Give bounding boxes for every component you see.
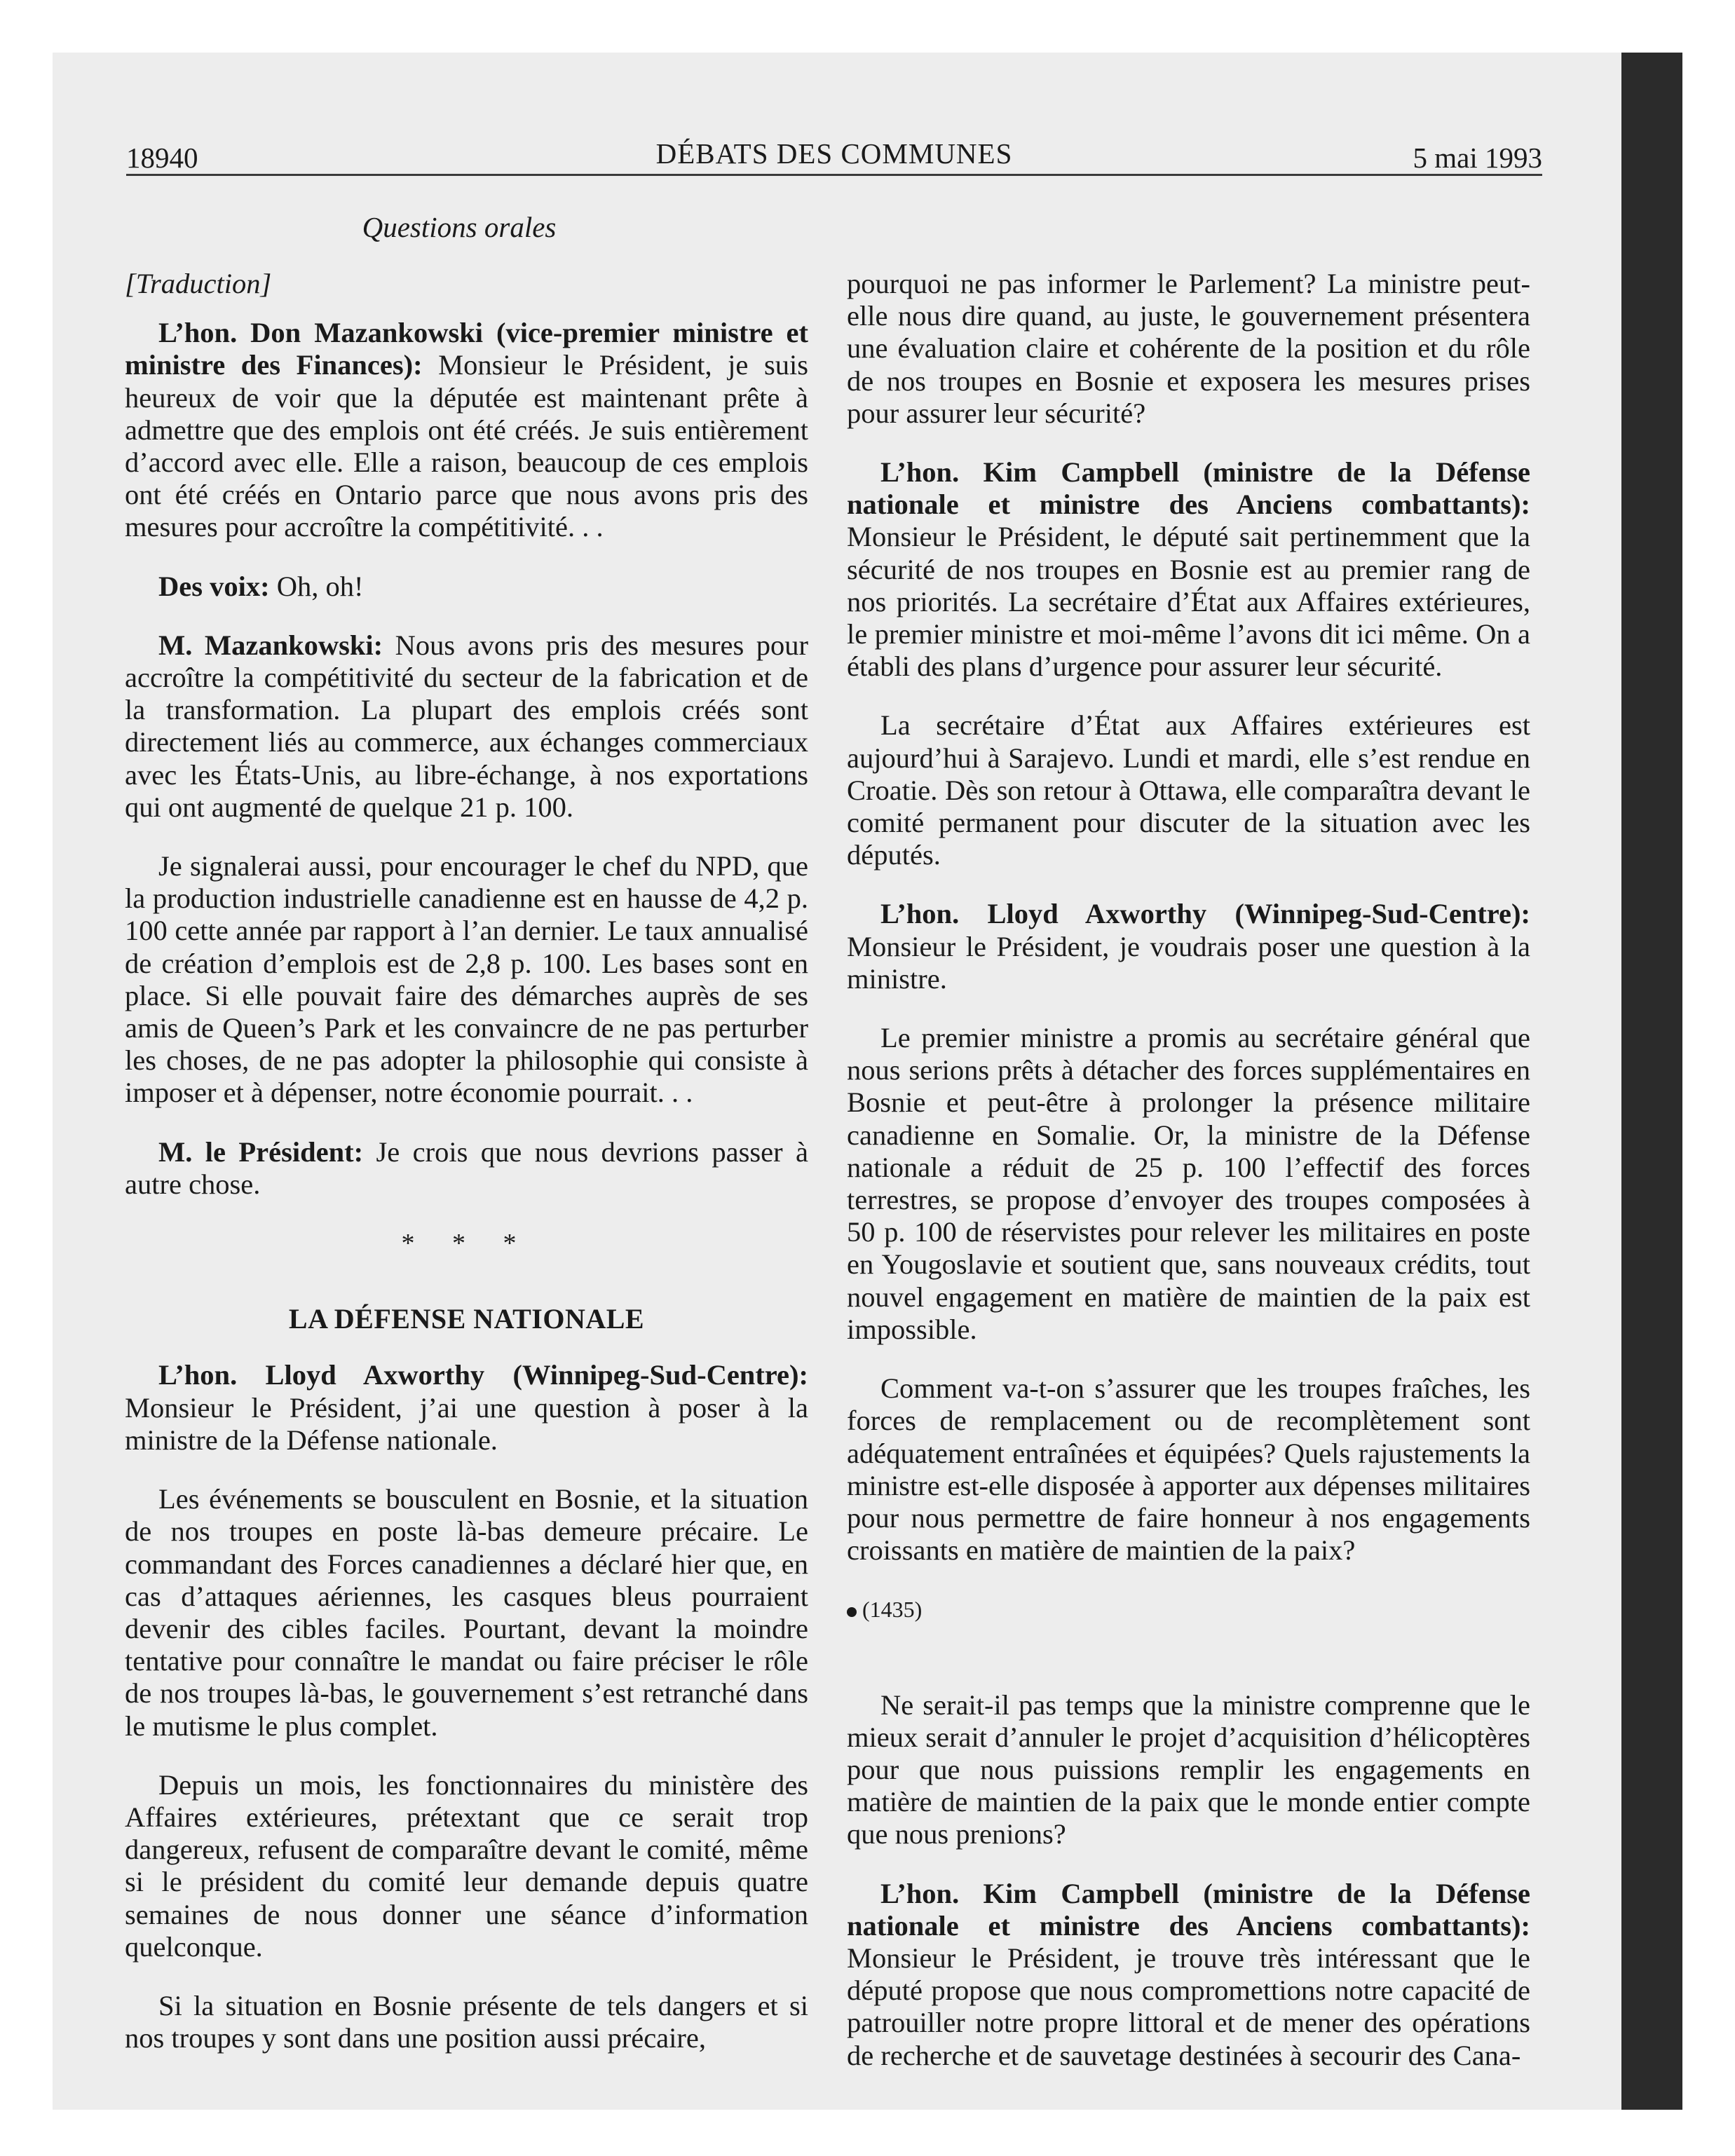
paragraph xyxy=(847,456,1530,683)
paragraph: pourquoi ne pas informer le Parlement? La ministre peut-elle nous dire quand, au juste, le gouvernement présentera une évaluation claire et cohérente de la position et du rôle de nos troupes en Bosnie et exposera les mesures prises pour assurer leur sécurité? xyxy=(847,268,1530,429)
paragraph xyxy=(125,1359,808,1456)
right-column xyxy=(847,268,1530,2099)
paragraph: Depuis un mois, les fonctionnaires du ministère des Affaires extérieures, prétextant que ce serait trop dangereux, refusent de comparaître devant le comité, même si le président du comité leur demande depuis quatre semaines de nous donner une séance d’information quelconque. xyxy=(125,1768,808,1963)
section-separator: * * * xyxy=(401,1229,532,1259)
speaker-name: L’hon. Don Mazankowski (vice-premier ministre et ministre des Finances): xyxy=(125,317,808,381)
scan-edge-shadow xyxy=(1621,53,1682,2110)
speech-text: Je crois que nous devrions passer à autre chose. xyxy=(125,1135,809,1200)
paragraph xyxy=(847,898,1530,995)
speaker-name: L’hon. Lloyd Axworthy (Winnipeg-Sud-Centre): xyxy=(880,898,1530,930)
paragraph: Je signalerai aussi, pour encourager le chef du NPD, que la production industrielle canadienne est en hausse de 4,2 p. 100 cette année par rapport à l’an dernier. Le taux annualisé de création d’emplois est de 2,8 p. 100. Les bases sont en place. Si elle pouvait faire des démarches auprès de ses amis de Queen’s Park et les convaincre de ne pas perturber les choses, de ne pas adopter la philosophie qui consiste à imposer et à dépenser, notre économie pourrait. . . xyxy=(125,850,808,1109)
paragraph: Le premier ministre a promis au secrétaire général que nous serions prêts à détacher des forces supplémentaires en Bosnie et peut-être à prolonger la présence militaire canadienne en Somalie. Or, la ministre de la Défense nationale a réduit de 25 p. 100 l’effectif des forces terrestres, se propose d’envoyer des troupes composées à 50 p. 100 de réservistes pour relever les militaires en poste en Yougoslavie et soutient que, sans nouveaux crédits, tout nouvel engagement en matière de maintien de la paix est impossible. xyxy=(847,1022,1530,1345)
paragraph xyxy=(125,629,808,824)
section-heading: LA DÉFENSE NATIONALE xyxy=(288,1303,645,1335)
paragraph xyxy=(125,571,808,603)
paragraph xyxy=(125,317,808,543)
publication-date: 5 mai 1993 xyxy=(1413,142,1542,174)
speaker-name: L’hon. Lloyd Axworthy (Winnipeg-Sud-Centre): xyxy=(158,1359,808,1391)
speaker-name: L’hon. Kim Campbell (ministre de la Défense nationale et ministre des Anciens combattants): xyxy=(847,456,1530,521)
speech-text: Monsieur le Président, je suis heureux de voir que la députée est maintenant prête à admettre que des emplois ont été créés. Je suis entièrement d’accord avec elle. Elle a raison, beaucoup de ces emplois ont été créés en Ontario parce que nous avons pris des mesures pour accroître la compétitivité. . . xyxy=(125,349,808,543)
speaker-name: L’hon. Kim Campbell (ministre de la Défense nationale et ministre des Anciens combattants): xyxy=(847,1877,1530,1942)
speech-text: Monsieur le Président, je voudrais poser une question à la ministre. xyxy=(847,930,1530,995)
speech-text: Monsieur le Président, j’ai une question à poser à la ministre de la Défense nationale. xyxy=(125,1391,808,1456)
translation-note: [Traduction] xyxy=(125,268,272,299)
bullet-icon xyxy=(847,1607,857,1617)
paragraph: La secrétaire d’État aux Affaires extérieures est aujourd’hui à Sarajevo. Lundi et mardi, elle s’est rendue en Croatie. Dès son retour à Ottawa, elle comparaîtra devant le comité permanent pour discuter de la situation avec les députés. xyxy=(847,709,1530,871)
paragraph: Ne serait-il pas temps que la ministre comprenne que le mieux serait d’annuler le projet d’acquisition d’hélicoptères pour que nous puissions remplir les engagements en matière de maintien de la paix que le monde entier compte que nous prenions? xyxy=(847,1688,1530,1850)
speaker-name: M. le Président: xyxy=(158,1135,364,1168)
time-marker xyxy=(847,1593,1530,1625)
section-label: Questions orales xyxy=(362,211,557,243)
paragraph: Les événements se bousculent en Bosnie, et la situation de nos troupes en poste là-bas demeure précaire. Le commandant des Forces canadiennes a déclaré hier que, en cas d’attaques aériennes, les casques bleus pourraient devenir des cibles faciles. Pourtant, devant la moindre tentative pour connaître le mandat ou faire préciser le rôle de nos troupes là-bas, le gouvernement s’est retranché dans le mutisme le plus complet. xyxy=(125,1483,808,1742)
speech-text: Nous avons pris des mesures pour accroître la compétitivité du secteur de la fabrication et de la transformation. La plupart des emplois créés sont directement liés au commerce, aux échanges commerciaux avec les États-Unis, au libre-échange, à nos exportations qui ont augmenté de quelque 21 p. 100. xyxy=(125,629,808,823)
speech-text: Monsieur le Président, je trouve très intéressant que le député propose que nous compromettions notre capacité de patrouiller notre propre littoral et de mener des opérations de recherche et de sauvetage destinées à secourir des Cana- xyxy=(847,1942,1530,2071)
speaker-name: Des voix: xyxy=(158,570,270,602)
paragraph: Si la situation en Bosnie présente de tels dangers et si nos troupes y sont dans une position aussi précaire, xyxy=(125,1989,808,2054)
page-header xyxy=(126,137,1542,179)
header-rule xyxy=(126,174,1542,176)
page-number: 18940 xyxy=(126,142,198,174)
left-column xyxy=(125,268,808,2081)
speech-text: Oh, oh! xyxy=(269,570,364,602)
paragraph xyxy=(125,1136,808,1201)
publication-title: DÉBATS DES COMMUNES xyxy=(655,137,1013,170)
paragraph: Comment va-t-on s’assurer que les troupes fraîches, les forces de remplacement ou de recomplètement sont adéquatement entraînées et équipées? Quels rajustements la ministre est-elle disposée à apporter aux dépenses militaires pour nous permettre de faire honneur à nos engagements croissants en matière de maintien de la paix? xyxy=(847,1372,1530,1567)
paragraph xyxy=(847,1878,1530,2072)
speaker-name: M. Mazankowski: xyxy=(158,629,383,661)
speech-text: Monsieur le Président, le député sait pertinemment que la sécurité de nos troupes en Bosnie est au premier rang de nos priorités. La secrétaire d’État aux Affaires extérieures, le premier ministre et moi-même l’avons dit ici même. On a établi des plans d’urgence pour assurer leur sécurité. xyxy=(847,521,1530,683)
time-marker-text: (1435) xyxy=(862,1597,923,1623)
